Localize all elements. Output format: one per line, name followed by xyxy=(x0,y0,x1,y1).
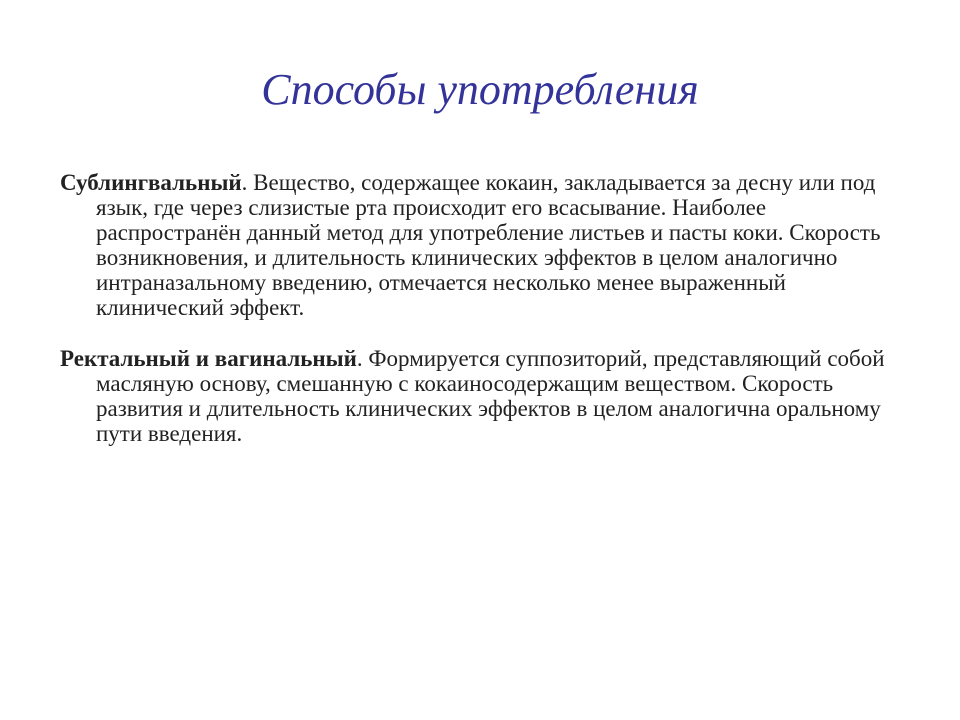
paragraph-sublingual xyxy=(60,170,910,320)
slide-content xyxy=(60,170,910,472)
paragraph-term: Сублингвальный xyxy=(60,170,242,195)
paragraph-term: Ректальный и вагинальный xyxy=(60,346,357,371)
paragraph-rectal-vaginal xyxy=(60,346,910,446)
paragraph-text: . Вещество, содержащее кокаин, закладывается за десну или под язык, где через слизистые рта происходит его всасывание. Наиболее распространён данный метод для употребление листьев и пасты коки. Скорость возникновения, и длительность клинических эффектов в целом аналогично интраназальному введению, отмечается несколько менее выраженный клинический эффект. xyxy=(96,170,881,320)
paragraph-text: . Формируется суппозиторий, представляющий собой масляную основу, смешанную с кокаиносодержащим веществом. Скорость развития и длительность клинических эффектов в целом аналогична оральному пути введения. xyxy=(96,346,885,446)
slide-title: Способы употребления xyxy=(261,65,699,114)
